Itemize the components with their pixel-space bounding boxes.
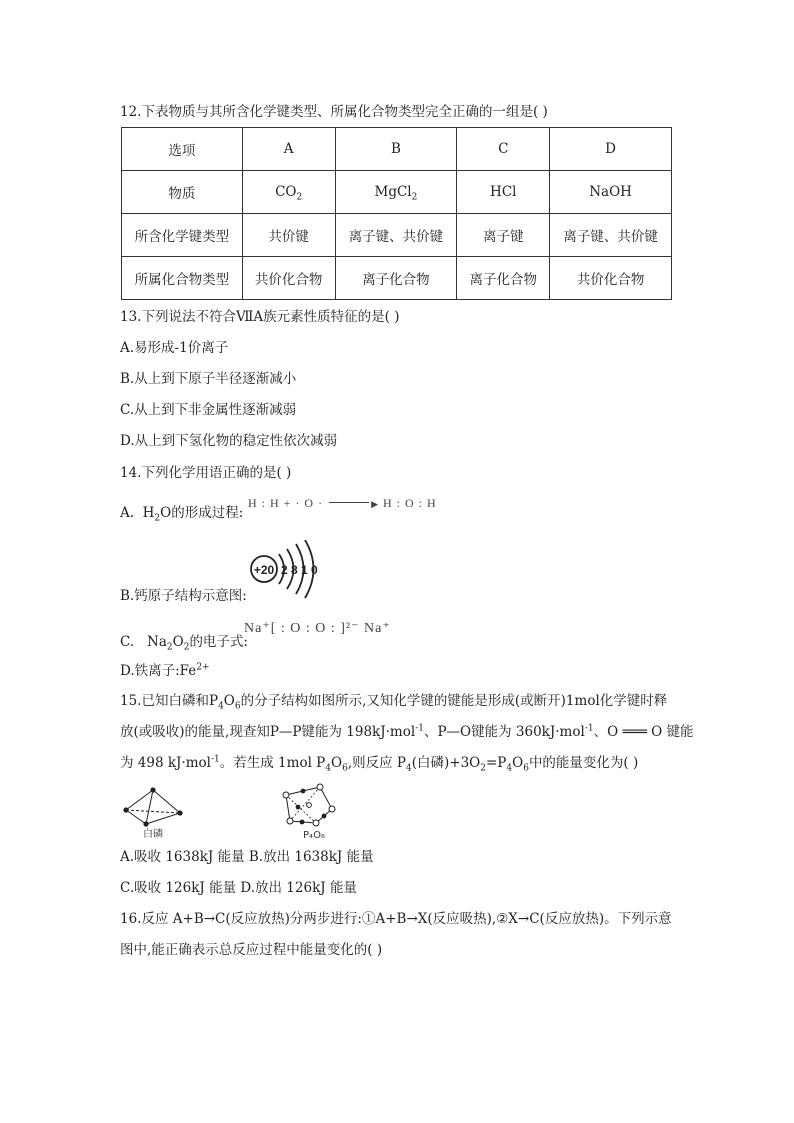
subscript: 2 — [411, 192, 418, 203]
subscript: 4 — [406, 763, 412, 774]
table-cell: D — [550, 128, 672, 171]
text: O — [512, 755, 524, 771]
q15-line1 — [120, 692, 667, 710]
q14-option-c — [120, 633, 248, 651]
table-cell: 选项 — [122, 128, 243, 171]
subscript: 2 — [183, 642, 190, 653]
text: 为 498 kJ·mol — [120, 755, 211, 771]
subscript: 2 — [480, 763, 486, 774]
table-row — [122, 257, 672, 300]
text: 。若生成 1mol P — [219, 755, 326, 771]
q12-table — [121, 127, 672, 300]
table-cell: 共价键 — [242, 214, 335, 257]
text: 放(或吸收)的能量,现查知P—P键能为 198kJ·mol — [120, 724, 416, 740]
superscript: 2+ — [196, 662, 210, 673]
white-phosphorus-structure — [118, 787, 188, 839]
formula-na2o2: Na — [147, 634, 167, 650]
nucleus-charge: +20 — [253, 563, 275, 577]
subscript: 2 — [154, 513, 161, 524]
subscript: 2 — [166, 642, 173, 653]
formula-right: H : O : H — [383, 496, 437, 510]
formula-h2o: H — [142, 505, 155, 521]
table-cell: 离子键 — [457, 214, 550, 257]
text: O — [331, 755, 343, 771]
table-cell — [242, 171, 335, 214]
h2o-formation-formula — [248, 496, 437, 511]
option-text: 的电子式: — [189, 634, 248, 650]
text: 、P—O键能为 360kJ·mol — [423, 724, 585, 740]
table-cell: 所含化学键类型 — [122, 214, 243, 257]
table-cell: 共价化合物 — [242, 257, 335, 300]
formula-mgcl2: MgCl — [374, 184, 412, 200]
text: 的分子结构如图所示,又知化学键的键能是形成(或断开)1mol化学键时释 — [240, 693, 668, 709]
table-cell: 物质 — [122, 171, 243, 214]
q15-options-ab: A.吸收 1638kJ 能量 B.放出 1638kJ 能量 — [120, 849, 374, 865]
q15-line2 — [120, 723, 694, 741]
subscript: 4 — [218, 701, 224, 712]
q15-line3 — [120, 754, 638, 772]
q13-option-b: B.从上到下原子半径逐渐减小 — [120, 371, 297, 387]
p4o6-structure — [272, 783, 352, 841]
table-cell: A — [242, 128, 335, 171]
superscript: -1 — [210, 754, 220, 765]
white-phosphorus-label: 白磷 — [143, 829, 163, 839]
text: O — [223, 693, 235, 709]
text: =P — [485, 755, 507, 771]
subscript: 6 — [342, 763, 348, 774]
table-cell — [335, 171, 457, 214]
q13-option-d: D.从上到下氢化物的稳定性依次减弱 — [120, 433, 338, 449]
formula-na2o2-o: O — [172, 634, 184, 650]
table-row — [122, 171, 672, 214]
table-cell: HCl — [457, 171, 550, 214]
text: (白磷)+3O — [411, 755, 481, 771]
q16-line1: 16.反应 A+B→C(反应放热)分两步进行:①A+B→X(反应吸热),②X→C(反应放热)。下列示意 — [120, 911, 672, 927]
text: ,则反应 P — [347, 755, 406, 771]
formula-left: H : H + · O · — [248, 496, 324, 510]
formula-h2o-o: O — [160, 505, 172, 521]
table-cell: 离子键、共价键 — [550, 214, 672, 257]
q14-stem: 14.下列化学用语正确的是( ) — [120, 465, 292, 481]
text: 15.已知白磷和P — [120, 693, 219, 709]
q15-options-cd: C.吸收 126kJ 能量 D.放出 126kJ 能量 — [120, 880, 357, 896]
p4o6-label: P₄O₆ — [303, 830, 325, 841]
arrow-icon — [329, 502, 369, 503]
table-cell: C — [457, 128, 550, 171]
q13-option-c: C.从上到下非金属性逐渐减弱 — [120, 402, 297, 418]
q12-stem: 12.下表物质与其所含化学键类型、所属化合物类型完全正确的一组是( ) — [120, 104, 548, 120]
table-cell: 离子化合物 — [457, 257, 550, 300]
subscript: 6 — [523, 763, 529, 774]
table-row — [122, 128, 672, 171]
table-cell: 离子化合物 — [335, 257, 457, 300]
table-cell: B — [335, 128, 457, 171]
text: 中的能量变化为( ) — [528, 755, 639, 771]
superscript: -1 — [584, 723, 594, 734]
option-letter: C. — [120, 634, 135, 650]
text: 、O ═══ O 键能 — [593, 724, 694, 740]
table-cell: 所属化合物类型 — [122, 257, 243, 300]
table-cell: NaOH — [550, 171, 672, 214]
q14-option-d — [120, 662, 210, 680]
table-cell: 共价化合物 — [550, 257, 672, 300]
na2o2-electron-formula: Na⁺[ : O : O : ]²⁻ Na⁺ — [244, 621, 391, 636]
q14-option-a — [120, 504, 243, 522]
superscript: -1 — [415, 723, 424, 734]
q13-option-a: A.易形成-1价离子 — [120, 340, 229, 356]
shell-electron-counts: 2 8 1 0 — [281, 563, 318, 577]
subscript: 4 — [325, 763, 332, 774]
q14-option-b: B.钙原子结构示意图: — [120, 588, 247, 604]
calcium-atom-diagram — [246, 540, 326, 600]
table-row — [122, 214, 672, 257]
subscript: 6 — [234, 701, 241, 712]
table-cell: 离子键、共价键 — [335, 214, 457, 257]
option-text: D.铁离子:Fe — [120, 663, 197, 679]
option-text: 的形成过程: — [171, 505, 244, 521]
formula-co2: CO — [275, 184, 297, 200]
subscript: 4 — [506, 763, 513, 774]
q13-stem: 13.下列说法不符合ⅦA族元素性质特征的是( ) — [120, 309, 400, 325]
option-letter: A. — [120, 505, 135, 521]
subscript: 2 — [296, 192, 303, 203]
q16-line2: 图中,能正确表示总反应过程中能量变化的( ) — [120, 942, 383, 958]
arrowhead-icon: ▶ — [371, 499, 380, 509]
